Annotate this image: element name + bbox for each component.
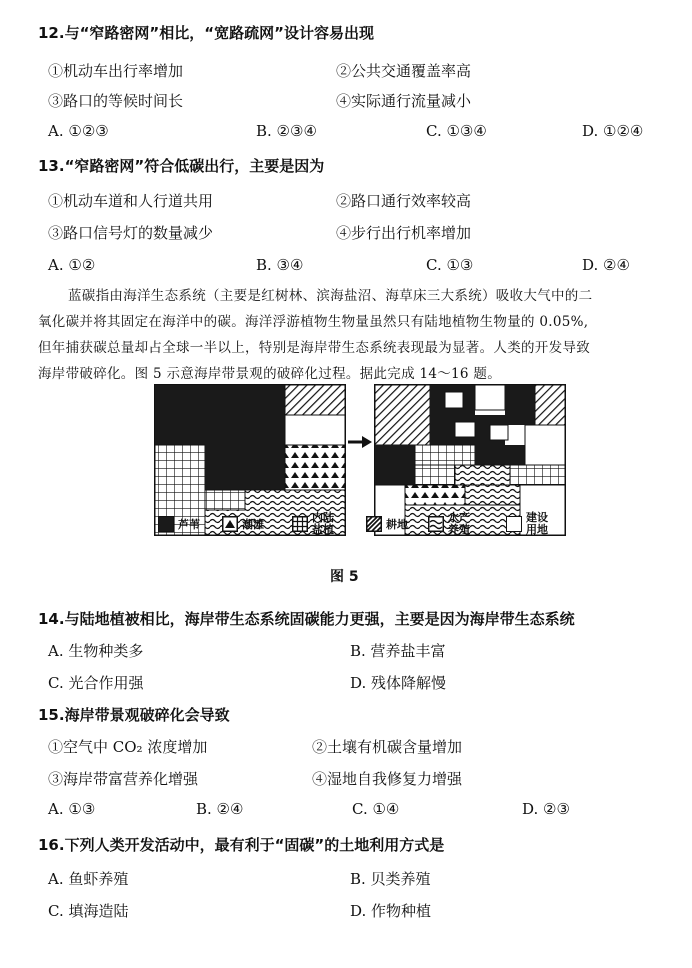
white-swatch-icon [506,516,522,532]
figure-caption: 图 5 [330,569,359,585]
q14-choice-c[interactable]: C. 光合作用强 [48,674,144,692]
q15-choice-b[interactable]: B. ②④ [196,800,244,818]
q13-item-3: ③路口信号灯的数量减少 [48,224,214,242]
legend-tidal-label: 潮滩 [242,518,264,531]
q13-item-2: ②路口通行效率较高 [336,192,472,210]
q12-item-3: ③路口的等候时间长 [48,92,184,110]
grid-swatch-icon [292,516,308,532]
q15-item-2: ②土壤有机碳含量增加 [312,738,463,756]
q13-item-4: ④步行出行机率增加 [336,224,472,242]
q15-item-4: ④湿地自我修复力增强 [312,770,463,788]
legend-tidal [222,516,264,532]
legend-inland-label-2: 盐植 [312,523,334,536]
q13-choice-a[interactable]: A. ①② [48,256,96,274]
q12-choice-d[interactable]: D. ①②④ [582,122,644,140]
q16-choice-c[interactable]: C. 填海造陆 [48,902,129,920]
passage-line-1: 蓝碳指由海洋生态系统（主要是红树林、滨海盐沼、海草床三大系统）吸收大气中的二 [68,288,593,304]
q13-choice-d[interactable]: D. ②④ [582,256,630,274]
q16-choice-d[interactable]: D. 作物种植 [350,902,432,920]
q12-item-4: ④实际通行流量减小 [336,92,472,110]
q15-item-1: ①空气中 CO₂ 浓度增加 [48,738,208,756]
legend-construction-label-1: 建设 [526,511,548,524]
q13-stem: 13.“窄路密网”符合低碳出行，主要是因为 [38,157,325,175]
passage-line-3: 但年捕获碳总量却占全球一半以上，特别是海岸带生态系统表现最为显著。人类的开发导致 [38,340,590,356]
legend-inland-salt [292,512,334,536]
q14-choice-a[interactable]: A. 生物种类多 [48,642,144,660]
legend-aquaculture-label-2: 养殖 [448,523,470,536]
q12-choice-b[interactable]: B. ②③④ [256,122,317,140]
q12-stem: 12.与“窄路密网”相比，“宽路疏网”设计容易出现 [38,24,375,42]
passage-line-4: 海岸带破碎化。图 5 示意海岸带景观的破碎化过程。据此完成 14～16 题。 [38,366,502,382]
q12-choice-a[interactable]: A. ①②③ [48,122,109,140]
q16-choice-a[interactable]: A. 鱼虾养殖 [48,870,129,888]
legend-construction [506,512,548,536]
q13-item-1: ①机动车道和人行道共用 [48,192,214,210]
q12-item-2: ②公共交通覆盖率高 [336,62,472,80]
q15-item-3: ③海岸带富营养化增强 [48,770,199,788]
q16-choice-b[interactable]: B. 贝类养殖 [350,870,431,888]
q16-stem: 16.下列人类开发活动中，最有利于“固碳”的土地利用方式是 [38,836,445,854]
q12-item-1: ①机动车出行率增加 [48,62,184,80]
q13-choice-c[interactable]: C. ①③ [426,256,474,274]
legend-aquaculture [428,512,470,536]
legend-construction-label-2: 用地 [526,523,548,536]
legend-farmland-label: 耕地 [386,518,408,531]
q15-choice-c[interactable]: C. ①④ [352,800,400,818]
legend-farmland [366,516,408,532]
q13-choice-b[interactable]: B. ③④ [256,256,304,274]
reed-swatch-icon [158,516,174,532]
q14-choice-d[interactable]: D. 残体降解慢 [350,674,447,692]
legend-aquaculture-label-1: 水产 [448,511,470,524]
figure-arrow [348,436,372,448]
q14-stem: 14.与陆地植被相比，海岸带生态系统固碳能力更强，主要是因为海岸带生态系统 [38,610,575,628]
legend-reed [158,516,200,532]
legend-reed-label: 芦苇 [178,518,200,531]
q15-choice-d[interactable]: D. ②③ [522,800,570,818]
tidal-swatch-icon [222,516,238,532]
wave-swatch-icon [428,516,444,532]
legend-inland-label-1: 内陆 [312,511,334,524]
q15-choice-a[interactable]: A. ①③ [48,800,96,818]
passage-line-2: 氧化碳并将其固定在海洋中的碳。海洋浮游植物生物量虽然只有陆地植物生物量的 0.05%, [38,314,589,330]
hatch-swatch-icon [366,516,382,532]
q12-choice-c[interactable]: C. ①③④ [426,122,487,140]
q15-stem: 15.海岸带景观破碎化会导致 [38,706,230,724]
q14-choice-b[interactable]: B. 营养盐丰富 [350,642,446,660]
